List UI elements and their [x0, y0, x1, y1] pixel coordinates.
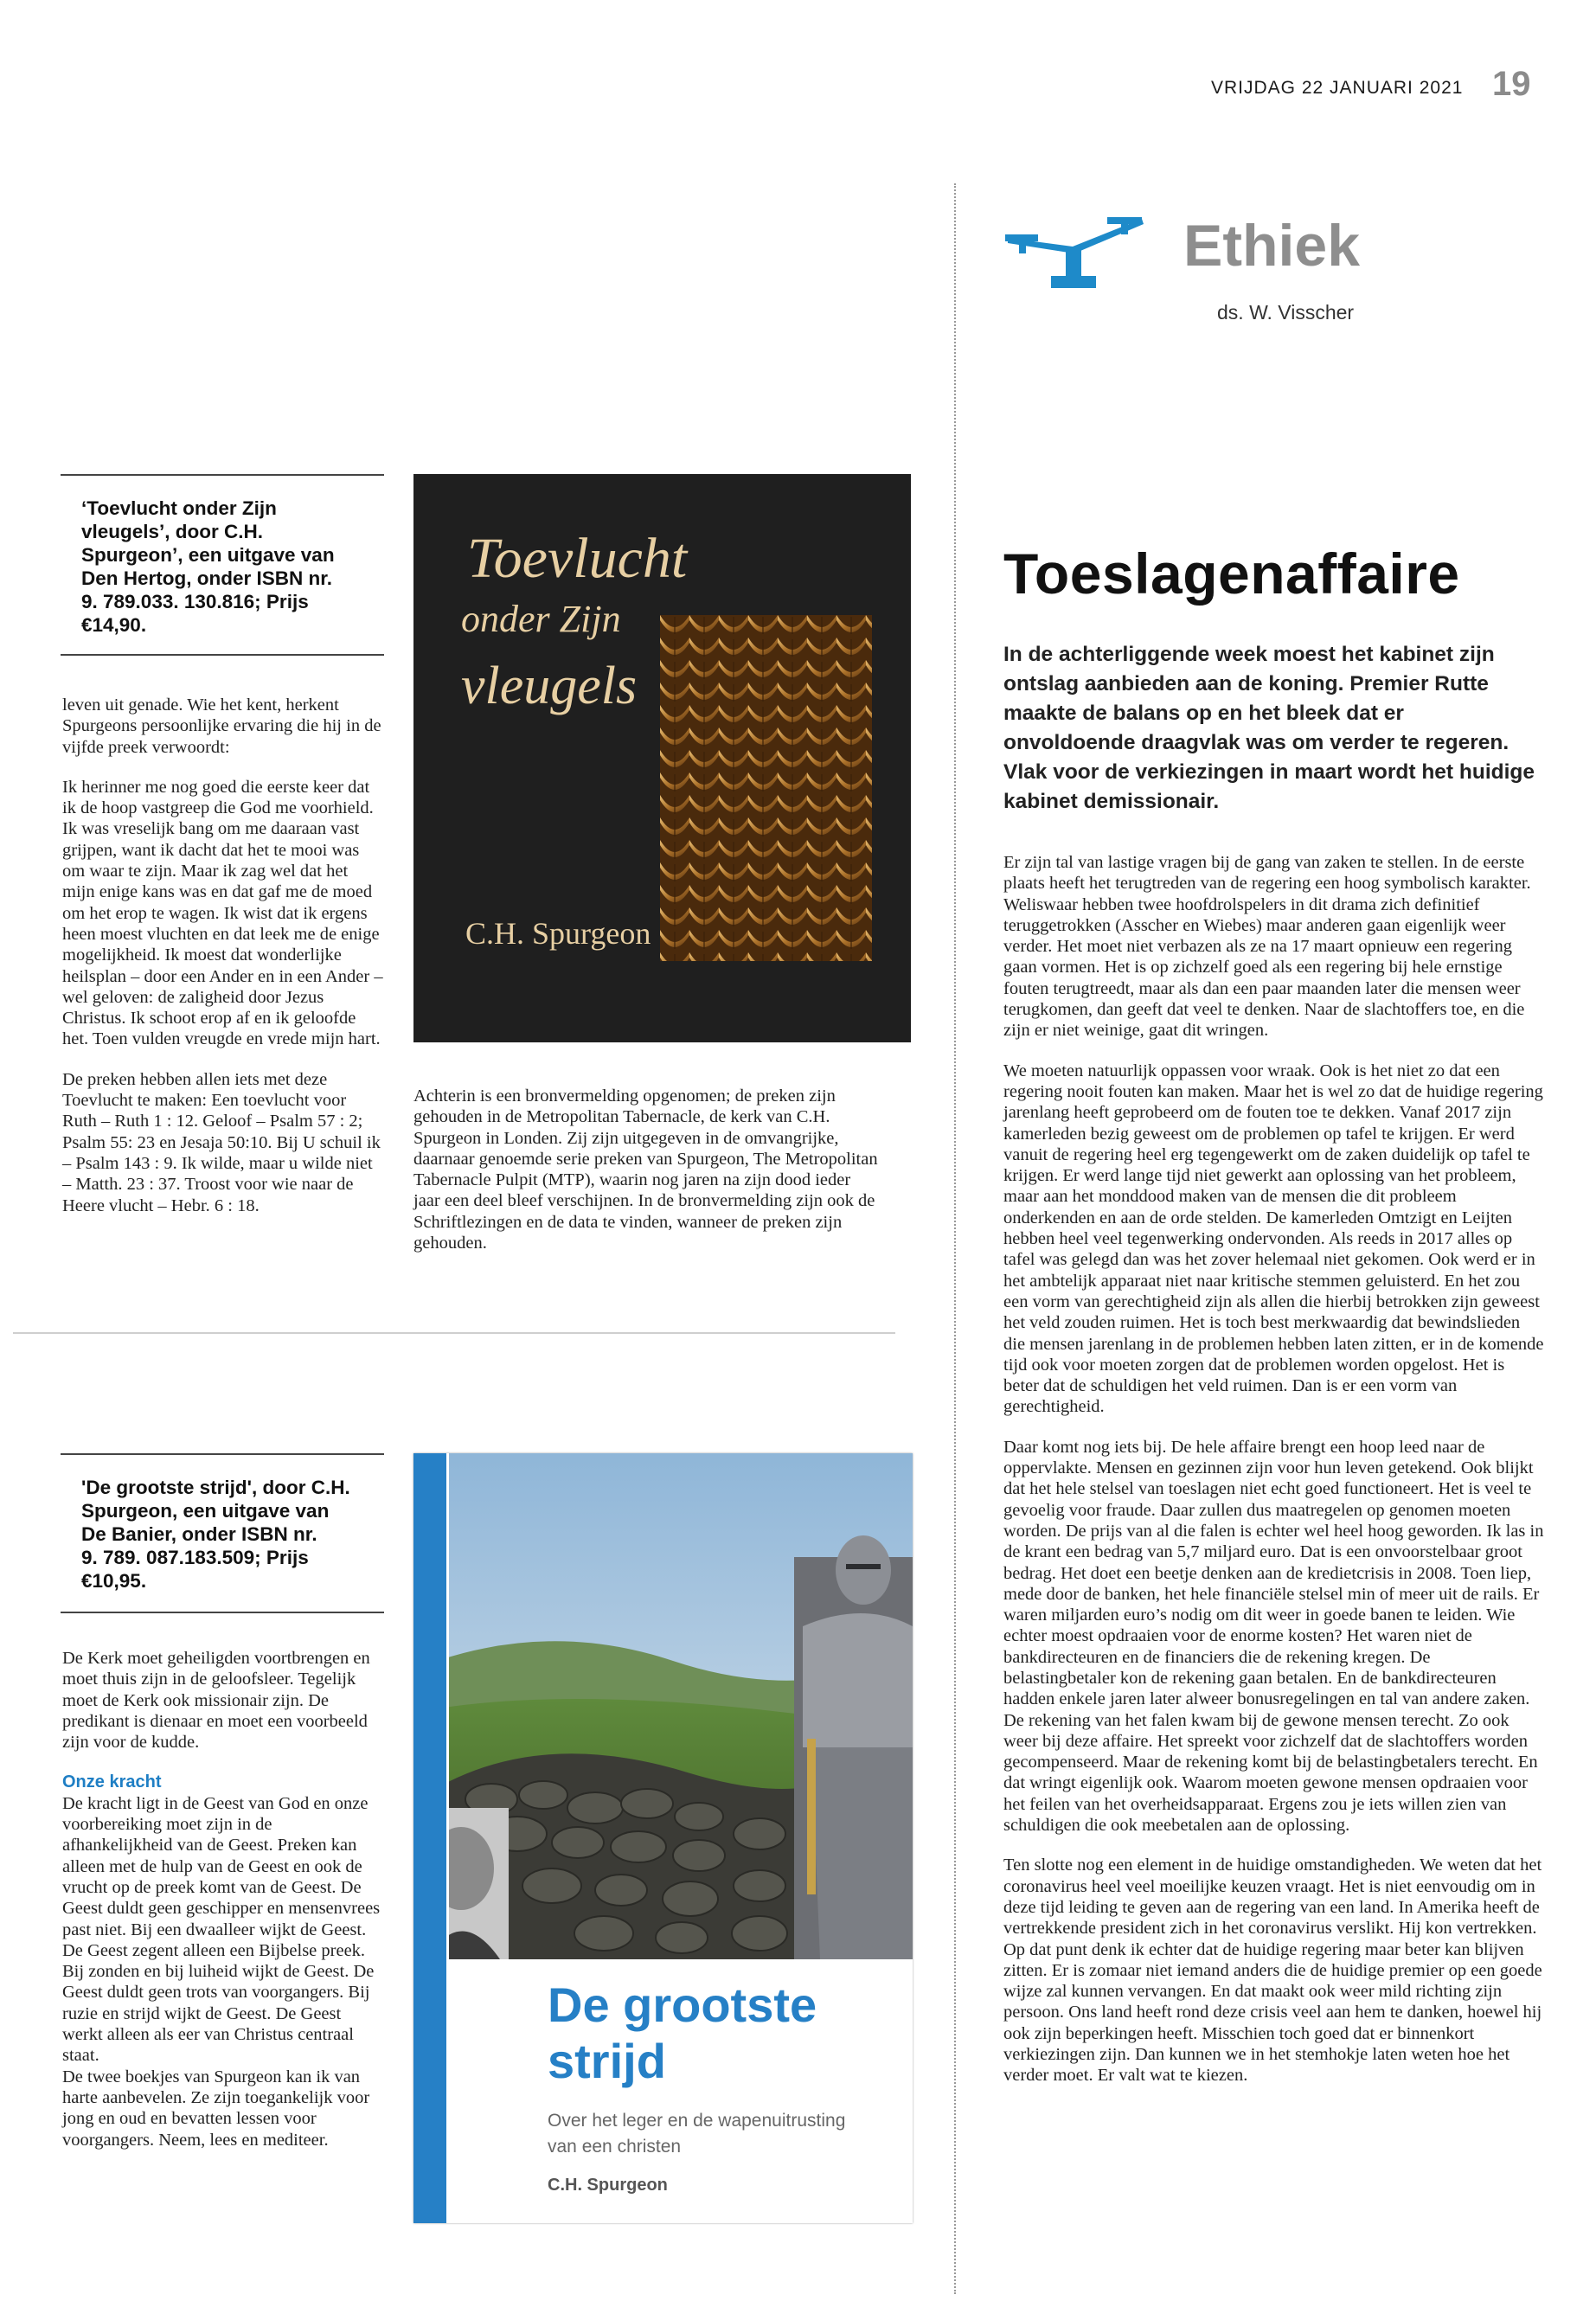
book-caption-2 — [61, 1453, 384, 1613]
paragraph: De twee boekjes van Spurgeon kan ik van harte aanbevelen. Ze zijn toegankelijk voor jong en oud en bevatten lessen voor voorgangers. Neem, lees en mediteer. — [62, 2067, 370, 2150]
left-column-lower — [62, 1648, 384, 2170]
caption-line: Den Hertog, onder ISBN nr. — [81, 567, 333, 589]
paragraph: Daar komt nog iets bij. De hele affaire brengt een hoop leed naar de oppervlakte. Mensen en gezinnen zijn voor hun leven getekend. Ook blijkt dat het hele stelsel van toeslagen niet echt goed functioneert. Het is veel te gevoelig voor fraude. Daar zullen dus maatregelen op genomen moeten worden. De prijs van al die falen is echter wel heel hoog geworden. Ik las in de krant een bedrag van 5,7 miljard euro. Dat is een onvoorstelbaar groot bedrag. Het doet een beetje denken aan de kredietcrisis in 2008. Toen liep, mede door de banken, het hele financiële stelsel min of meer uit de rails. Er waren miljarden euro’s nodig om dit weer in goede banen te leiden. Wie echter moest opdraaien voor de enorme kosten? Het waren niet de bankdirecteuren en de financiers die de rekening kregen. De belastingbetaler kon de rekening gaan betalen. En de bankdirecteuren hadden enkele jaren later alweer bonusregelingen en tal van andere zaken. De rekening van het falen kwam bij de gewone mensen terecht. Zo ook weer bij deze affaire. Het spreekt voor zichzelf dat de slachtoffers worden gecompenseerd. Maar de rekening komt bij de belastingbetalers terecht. En dat wringt eigenlijk ook. Waarom moeten gewone mensen opdraaien voor het feilen van het overheidsapparaat. Ergens zou je iets willen zien van schuldigen die ook meebetalen aan de oplossing. — [1003, 1437, 1544, 1836]
caption-line: €10,95. — [81, 1570, 147, 1592]
book-author: C.H. Spurgeon — [548, 2176, 668, 2195]
article-headline: Toeslagenaffaire — [1003, 542, 1460, 606]
article-lead: In de achterliggende week moest het kabinet zijn ontslag aanbieden aan de koning. Premier Rutte maakte de balans op en het bleek dat er onvoldoende draagvlak was om verder te regeren. Vlak voor de verkiezingen in maart wordt het huidige kabinet demissionair. — [1003, 643, 1535, 813]
caption-line: €14,90. — [81, 614, 147, 636]
book-title-line2: onder Zijn — [461, 598, 621, 640]
book-subtitle-line1: Over het leger en de wapenuitrusting — [548, 2111, 846, 2131]
author-byline: ds. W. Visscher — [1217, 301, 1355, 324]
caption-line: 'De grootste strijd', door C.H. — [81, 1477, 350, 1498]
article-body — [1003, 852, 1544, 2106]
paragraph: De Kerk moet geheiligden voortbrengen en moet thuis zijn in de geloofsleer. Tegelijk moet de Kerk ook missionair zijn. De predikant is dienaar en moet een voorbeeld zijn voor de kudde. — [62, 1649, 370, 1753]
subheading: Onze kracht — [62, 1772, 162, 1792]
caption-line: 9. 789.033. 130.816; Prijs — [81, 591, 309, 612]
book-title-line1: Toevlucht — [467, 527, 688, 590]
cover-artwork — [413, 1453, 913, 2223]
paragraph: De preken hebben allen iets met deze Toevlucht te maken: Een toevlucht voor Ruth – Ruth 1 : 12. Geloof – Psalm 57 : 2; Psalm 55: 23 en Jesaja 50:10. Bij U schuil ik – Psalm 143 : 9. Ik wilde, maar u wilde niet – Matth. 23 : 37. Troost voor wie naar de Heere vlucht – Hebr. 6 : 18. — [62, 1069, 381, 1215]
page-number: 19 — [1492, 65, 1531, 103]
column-divider — [954, 183, 956, 2294]
book-title-line3: vleugels — [461, 657, 638, 715]
paragraph: We moeten natuurlijk oppassen voor wraak. Ook is het niet zo dat een regering nooit fouten kan maken. Maar het is wel zo dat de huidige regering jarenlang heeft geprobeerd om de fouten toe te dekken. Vanaf 2017 zijn kamerleden bezig geweest om de problemen op tafel te krijgen. Er werd vanuit de regering heel erg tegengewerkt om de zaken duidelijk op tafel te krijgen. Er werd lange tijd niet gewerkt aan oplossing van het probleem, maar aan het monddood maken van de mensen die dit probleem onderkenden en aan de orde stelden. De kamerleden Omtzigt en Leijten hebben heel veel tegenwerking ondervonden. Als reeds in 2017 alles op tafel was gelegd dan was het zover helemaal niet gekomen. Ook werd er in het ambtelijk apparaat niet naar kritische stemmen geluisterd. En het zou een vorm van gerechtigheid zijn als allen die hierbij betrokken zijn geweest het veld zouden ruimen. Het is toch best merkwaardig dat bewindslieden die mensen jarenlang in de problemen hebben laten zitten, er in de komende tijd ook voor moeten zorgen dat de problemen worden opgelost. Het is beter dat de schuldigen het veld ruimen. Dan is er een vorm van gerechtigheid. — [1003, 1061, 1544, 1417]
caption-line: Spurgeon, een uitgave van — [81, 1500, 330, 1522]
left-column-upper — [62, 695, 384, 1235]
paragraph: Achterin is een bronvermelding opgenomen; de preken zijn gehouden in de Metropolitan Tabernacle, de kerk van C.H. Spurgeon in Londen. Zij zijn uitgegeven in de omvangrijke, daarnaar genoemde serie preken van Spurgeon, The Metropolitan Tabernacle Pulpit (MTP), waarin nog jaren na zijn dood ieder jaar een deel bleef verschijnen. In de bronvermelding zijn ook de Schriftlezingen en de data te vinden, wanneer de preken zijn gehouden. — [413, 1086, 878, 1253]
paragraph: De kracht ligt in de Geest van God en onze voorbereiking moet zijn in de afhankelijkheid van de Geest. Preken kan alleen met de hulp van de Geest en ook de vrucht op de preek komt van de Geest. De Geest duldt geen geschipper en mensenvrees past niet. Bij een dwaalleer wijkt de Geest. De Geest zegent alleen een Bijbelse preek. Bij zonden en bij luiheid wijkt de Geest. De Geest duldt geen trots van voorgangers. Bij ruzie en strijd wijkt de Geest. De Geest werkt alleen als eer van Christus centraal staat. — [62, 1793, 381, 2066]
balance-scale-icon — [1003, 212, 1146, 294]
paragraph: leven uit genade. Wie het kent, herkent Spurgeons persoonlijke ervaring die hij in de vijfde preek verwoordt: — [62, 695, 381, 757]
caption-line: ‘Toevlucht onder Zijn — [81, 497, 277, 519]
caption-line: vleugels’, door C.H. — [81, 521, 264, 542]
book-author: C.H. Spurgeon — [465, 916, 651, 951]
section-divider — [13, 1332, 895, 1334]
book-cover-grootste-strijd — [413, 1453, 913, 2223]
paragraph: Er zijn tal van lastige vragen bij de gang van zaken te stellen. In de eerste plaats heeft het terugtreden van de regering een hoog symbolisch karakter. Weliswaar hebben twee hoofdrolspelers in dit drama zich definitief teruggetrokken (Asscher en Wiebes) maar anderen gaan eigenlijk weer verder. Het moet niet verbazen als ze na 17 maart opnieuw een regering gaan vormen. Het is op zichzelf goed als een regering bij hele ernstige fouten terugtreedt, maar als dan een paar maanden later die mensen weer terugkomen, dan geeft dat veel te denken. Naar de slachtoffers toe, en die zijn er niet weinige, gaat dit wringen. — [1003, 853, 1531, 1041]
book-cover-toevlucht — [413, 474, 911, 1042]
middle-column — [413, 1086, 881, 1272]
book-subtitle-line2: van een christen — [548, 2137, 682, 2157]
caption-line: 9. 789. 087.183.509; Prijs — [81, 1547, 309, 1568]
paragraph: Ten slotte nog een element in de huidige omstandigheden. We weten dat het coronavirus heel veel moeilijke keuzen vraagt. Het is niet eenvoudig om in deze tijd leiding te geven aan de regering van een land. In Amerika heeft de vertrekkende president zich in het coronavirus verslikt. Hij kon vertrekken. Op dat punt denk ik echter dat de huidige regering maar beter kan blijven zitten. Er is zomaar niet iemand anders die de huidige premier op een goede wijze zal kunnen vervangen. En dat maakt ook weer mild richting zijn persoon. Ons land heeft rond deze crisis veel aan hem te danken, hoewel hij ook zijn beperkingen heeft. Misschien toch goed dat er binnenkort verkiezingen zijn. Dan kunnen we in het stemhokje laten weten hoe het verder moet. Er valt wat te kiezen. — [1003, 1856, 1542, 2086]
book-title-line2: strijd — [548, 2034, 666, 2088]
rubric-title: Ethiek — [1183, 213, 1361, 279]
caption-line: Spurgeon’, een uitgave van — [81, 544, 335, 566]
book-title-line1: De grootste — [548, 1977, 817, 2032]
book-caption-1 — [61, 474, 384, 656]
paragraph: Ik herinner me nog goed die eerste keer dat ik de hoop vastgreep die God me voorhield. Ik was vreselijk bang om me daaraan vast grijpen, want ik dacht dat het te mooi was om waar te zijn. Maar ik zag wel dat het mijn enige kans was en dat gaf me de moed om het erop te wagen. Ik wist dat ik ergens heen moest vluchten en dat leek me de enige mogelijkheid. Ik moest dat wonderlijke heilsplan – door een Ander en in een Ander – wel geloven: de zaligheid door Jezus Christus. Ik schoot erop af en ik geloofde het. Toen vulden vreugde en vrede mijn hart. — [62, 777, 383, 1049]
issue-date: VRIJDAG 22 JANUARI 2021 — [1211, 78, 1464, 98]
caption-line: De Banier, onder ISBN nr. — [81, 1523, 317, 1545]
feather-artwork — [660, 615, 872, 961]
